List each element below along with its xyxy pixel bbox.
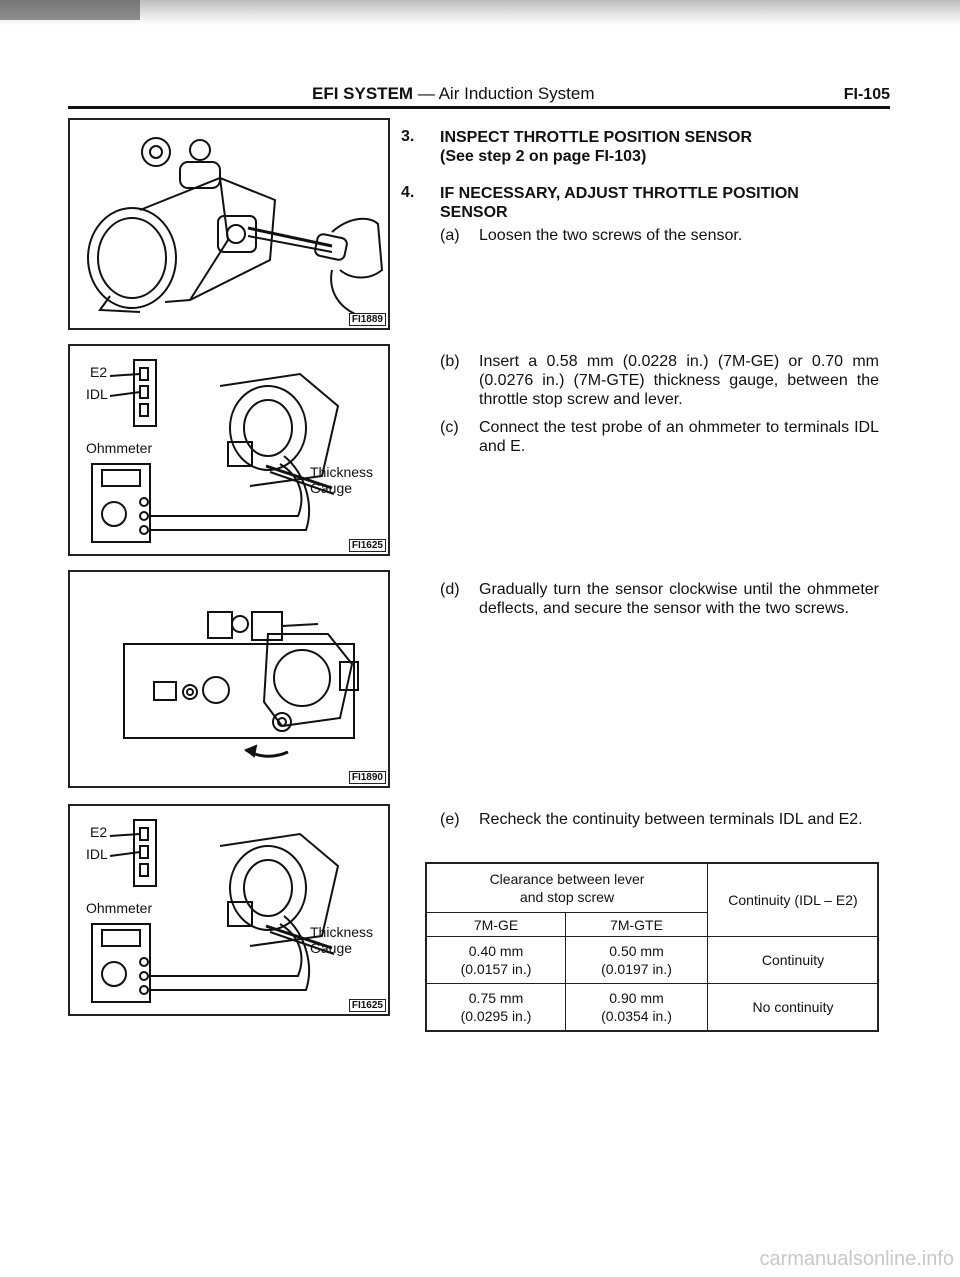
cell-mm: 0.75 mm <box>468 990 524 1006</box>
label-ohmmeter: Ohmmeter <box>86 900 153 916</box>
cell-mm: 0.50 mm <box>609 943 664 959</box>
figure-sensor-rotation <box>68 570 390 788</box>
step-4-heading-line1: IF NECESSARY, ADJUST THROTTLE POSITION <box>440 185 799 202</box>
figure-code: FI1890 <box>349 771 386 784</box>
label-gauge: Gauge <box>310 480 353 496</box>
section-title: EFI SYSTEM <box>312 84 414 103</box>
sensor-rotation-illustration <box>70 572 388 786</box>
table-row-1-7mge <box>427 937 565 983</box>
step-3-heading: INSPECT THROTTLE POSITION SENSOR <box>440 129 753 146</box>
substep-b-mark: (b) <box>440 353 460 370</box>
label-ohmmeter: Ohmmeter <box>86 440 153 456</box>
table-row-2-7mgte <box>566 984 707 1030</box>
table-row-2-result: No continuity <box>752 999 834 1015</box>
figure-ohmmeter-recheck <box>68 804 390 1016</box>
figure-code: FI1889 <box>349 313 386 326</box>
cell-in: (0.0157 in.) <box>460 961 532 977</box>
label-e2: E2 <box>90 364 108 380</box>
table-header-7mge: 7M-GE <box>473 916 519 933</box>
label-idl: IDL <box>86 386 108 402</box>
substep-d-text: Gradually turn the sensor clockwise until the ohmmeter deflects, and secure the sensor with the two screws. <box>479 581 879 617</box>
section-subtitle: — Air Induction System <box>417 84 595 103</box>
step-3-reference: (See step 2 on page FI-103) <box>440 148 647 165</box>
substep-c-mark: (c) <box>440 419 459 436</box>
watermark: carmanualsonline.info <box>759 1248 954 1270</box>
header-title <box>312 84 595 104</box>
table-divider <box>707 864 708 1030</box>
label-e2: E2 <box>90 824 108 840</box>
substep-e-mark: (e) <box>440 811 460 828</box>
table-header-clearance: Clearance between lever and stop screw <box>489 871 645 905</box>
clearance-continuity-table <box>425 862 879 1032</box>
page-header <box>68 84 890 104</box>
substep-a-mark: (a) <box>440 227 460 244</box>
table-row-1-result: Continuity <box>761 952 825 968</box>
figure-code: FI1625 <box>349 999 386 1012</box>
label-thickness: Thickness <box>310 464 374 480</box>
substep-c-text: Connect the test probe of an ohmmeter to terminals IDL and E. <box>479 419 879 455</box>
table-header-continuity: Continuity (IDL – E2) <box>728 892 858 908</box>
figure-code: FI1625 <box>349 539 386 552</box>
scan-edge-shadow <box>0 0 960 26</box>
table-row-1-7mgte <box>566 937 707 983</box>
substep-e-text: Recheck the continuity between terminals IDL and E2. <box>479 811 863 828</box>
page-number: FI-105 <box>843 86 890 103</box>
cell-in: (0.0197 in.) <box>601 961 672 977</box>
substep-b-text: Insert a 0.58 mm (0.0228 in.) (7M-GE) or 0.70 mm (0.0276 in.) (7M-GTE) thickness gauge, between the throttle stop screw and lever. <box>479 353 879 408</box>
label-gauge: Gauge <box>310 940 353 956</box>
step-4-number: 4. <box>401 184 415 201</box>
table-header-7mgte: 7M-GTE <box>610 916 663 933</box>
figure-ohmmeter-thickness-gauge <box>68 344 390 556</box>
label-thickness: Thickness <box>310 924 374 940</box>
step-4-heading-line2: SENSOR <box>440 204 508 221</box>
step-3-number: 3. <box>401 128 415 145</box>
figure-throttle-body-screwdriver <box>68 118 390 330</box>
substep-d-mark: (d) <box>440 581 460 598</box>
cell-mm: 0.90 mm <box>609 990 664 1006</box>
cell-in: (0.0354 in.) <box>601 1008 672 1024</box>
label-idl: IDL <box>86 846 108 862</box>
table-row-2-7mge <box>427 984 565 1030</box>
cell-in: (0.0295 in.) <box>460 1008 532 1024</box>
header-rule <box>68 106 890 109</box>
substep-a-text: Loosen the two screws of the sensor. <box>479 227 743 244</box>
throttle-body-illustration <box>70 120 388 328</box>
cell-mm: 0.40 mm <box>468 943 524 959</box>
